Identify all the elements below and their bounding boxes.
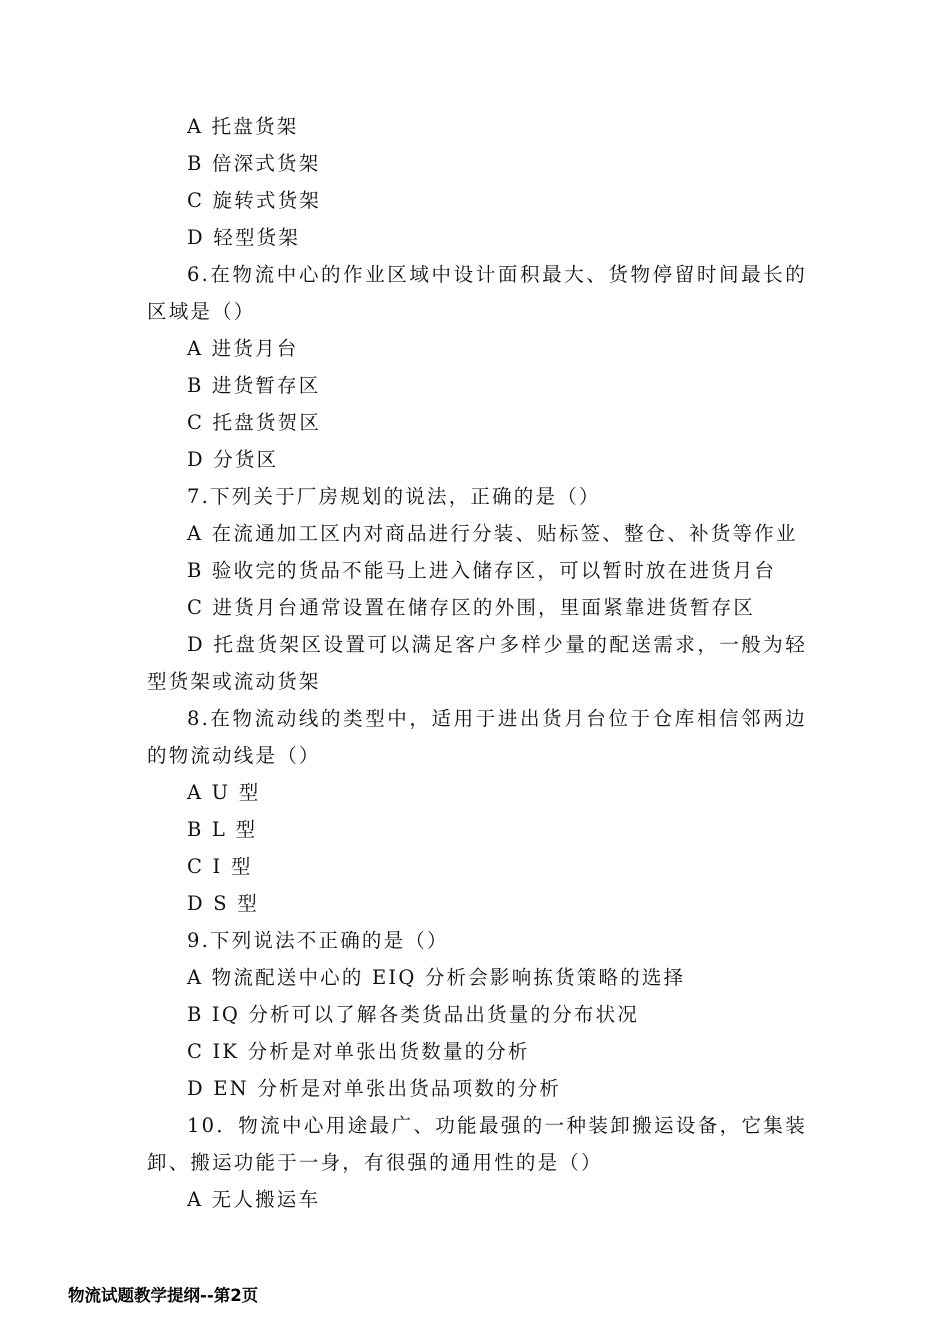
option-6c: C 托盘货贺区 bbox=[187, 411, 322, 434]
question-6-line-1: 6.在物流中心的作业区域中设计面积最大、货物停留时间最长的 bbox=[187, 263, 807, 286]
option-10a: A 无人搬运车 bbox=[187, 1188, 321, 1211]
document-body bbox=[147, 108, 807, 1218]
option-6d: D 分货区 bbox=[187, 448, 279, 471]
option-7c: C 进货月台通常设置在储存区的外围，里面紧靠进货暂存区 bbox=[187, 596, 756, 619]
option-8c: C I 型 bbox=[187, 855, 253, 878]
question-9: 9.下列说法不正确的是（） bbox=[187, 929, 449, 952]
question-10-line-1: 10．物流中心用途最广、功能最强的一种装卸搬运设备，它集装 bbox=[187, 1114, 807, 1137]
option-6b: B 进货暂存区 bbox=[187, 374, 321, 397]
option-5a: A 托盘货架 bbox=[187, 115, 299, 138]
option-8d: D S 型 bbox=[187, 892, 259, 915]
option-6a: A 进货月台 bbox=[187, 337, 299, 360]
option-9c: C IK 分析是对单张出货数量的分析 bbox=[187, 1040, 530, 1063]
question-6-line-2: 区域是（） bbox=[147, 300, 256, 323]
question-7: 7.下列关于厂房规划的说法，正确的是（） bbox=[187, 485, 601, 508]
question-8-line-1: 8.在物流动线的类型中，适用于进出货月台位于仓库相信邻两边 bbox=[187, 707, 807, 730]
option-8b: B L 型 bbox=[187, 818, 258, 841]
option-5c: C 旋转式货架 bbox=[187, 189, 322, 212]
option-7b: B 验收完的货品不能马上进入储存区，可以暂时放在进货月台 bbox=[187, 559, 777, 582]
question-10-line-2: 卸、搬运功能于一身，有很强的通用性的是（） bbox=[147, 1151, 603, 1174]
question-8-line-2: 的物流动线是（） bbox=[147, 744, 321, 767]
option-9a: A 物流配送中心的 EIQ 分析会影响拣货策略的选择 bbox=[187, 966, 686, 989]
option-5d: D 轻型货架 bbox=[187, 226, 301, 249]
option-9b: B IQ 分析可以了解各类货品出货量的分布状况 bbox=[187, 1003, 640, 1026]
page-footer: 物流试题教学提纲--第2页 bbox=[68, 1286, 259, 1305]
option-7d-line-1: D 托盘货架区设置可以满足客户多样少量的配送需求，一般为轻 bbox=[187, 633, 807, 656]
option-7a: A 在流通加工区内对商品进行分装、贴标签、整仓、补货等作业 bbox=[187, 522, 798, 545]
option-8a: A U 型 bbox=[187, 781, 261, 804]
option-5b: B 倍深式货架 bbox=[187, 152, 321, 175]
option-7d-line-2: 型货架或流动货架 bbox=[147, 670, 321, 693]
option-9d: D EN 分析是对单张出货品项数的分析 bbox=[187, 1077, 562, 1100]
